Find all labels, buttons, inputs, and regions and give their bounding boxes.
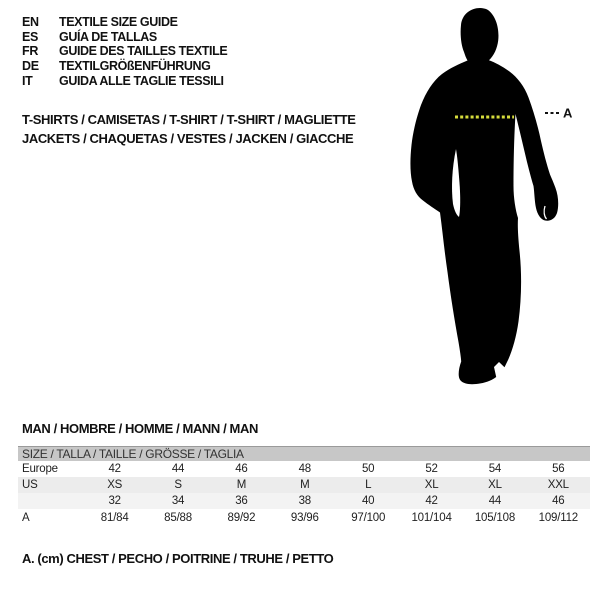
section-title-man: MAN / HOMBRE / HOMME / MANN / MAN xyxy=(22,421,258,436)
language-row xyxy=(22,30,227,45)
footnote-chest: A. (cm) CHEST / PECHO / POITRINE / TRUHE / PETTO xyxy=(22,551,334,566)
cell: 97/100 xyxy=(351,511,386,524)
category-list xyxy=(22,110,356,148)
row-label: Europe xyxy=(22,463,58,475)
language-title: TEXTILE SIZE GUIDE xyxy=(59,15,178,30)
row-label: US xyxy=(22,479,38,491)
cell: 34 xyxy=(171,495,185,507)
language-title: TEXTILGRÖßENFÜHRUNG xyxy=(59,59,211,74)
cell: 40 xyxy=(361,495,375,507)
table-row-us xyxy=(18,477,590,493)
size-table xyxy=(18,446,590,526)
cell: 93/96 xyxy=(290,511,319,524)
cell: XL xyxy=(488,479,502,491)
language-code: EN xyxy=(22,15,39,30)
size-table-header: SIZE / TALLA / TAILLE / GRÖSSE / TAGLIA xyxy=(18,446,590,461)
cell: 52 xyxy=(425,463,438,475)
cell: 38 xyxy=(298,495,312,507)
cell: 46 xyxy=(235,463,248,475)
table-row-numeric xyxy=(18,493,590,509)
language-title: GUIDA ALLE TAGLIE TESSILI xyxy=(59,73,224,88)
language-code: DE xyxy=(22,59,39,74)
cell: 48 xyxy=(298,463,312,475)
cell: 105/108 xyxy=(474,511,516,524)
language-code: IT xyxy=(22,73,33,88)
language-row xyxy=(22,15,227,30)
cell: XS xyxy=(107,479,123,491)
language-title: GUÍA DE TALLAS xyxy=(59,29,157,44)
cell: XL xyxy=(424,479,439,491)
cell: 44 xyxy=(488,495,502,507)
cell: M xyxy=(300,479,310,491)
category-tshirts: T-SHIRTS / CAMISETAS / T-SHIRT / T-SHIRT / MAGLIETTE xyxy=(22,112,356,127)
table-row-europe xyxy=(18,461,590,477)
cell: L xyxy=(365,479,372,491)
language-row xyxy=(22,73,227,88)
language-title: GUIDE DES TAILLES TEXTILE xyxy=(59,44,228,59)
man-silhouette-figure xyxy=(400,0,575,395)
cell: 36 xyxy=(235,495,248,507)
cell: 56 xyxy=(552,463,565,475)
cell: 42 xyxy=(108,463,121,475)
cell: 42 xyxy=(425,495,438,507)
cell: 81/84 xyxy=(100,511,129,524)
cell: 32 xyxy=(108,495,121,507)
cell: 85/88 xyxy=(164,511,192,524)
cell: 46 xyxy=(552,495,565,507)
row-label: A xyxy=(22,511,30,524)
language-row xyxy=(22,44,227,59)
language-code: ES xyxy=(22,29,39,44)
table-row-chest xyxy=(18,509,590,526)
cell: 109/112 xyxy=(538,511,578,524)
cell: 54 xyxy=(488,463,502,475)
cell: 89/92 xyxy=(227,511,256,524)
cell: 44 xyxy=(171,463,185,475)
language-list xyxy=(22,15,227,88)
measure-label-a: A xyxy=(563,105,573,121)
cell: 101/104 xyxy=(411,511,452,524)
cell: XXL xyxy=(547,479,569,491)
man-silhouette xyxy=(410,8,558,384)
cell: 50 xyxy=(361,463,375,475)
language-row xyxy=(22,59,227,74)
cell: M xyxy=(236,479,247,491)
cell: S xyxy=(174,479,182,491)
category-jackets: JACKETS / CHAQUETAS / VESTES / JACKEN / GIACCHE xyxy=(22,131,354,146)
language-code: FR xyxy=(22,44,39,59)
